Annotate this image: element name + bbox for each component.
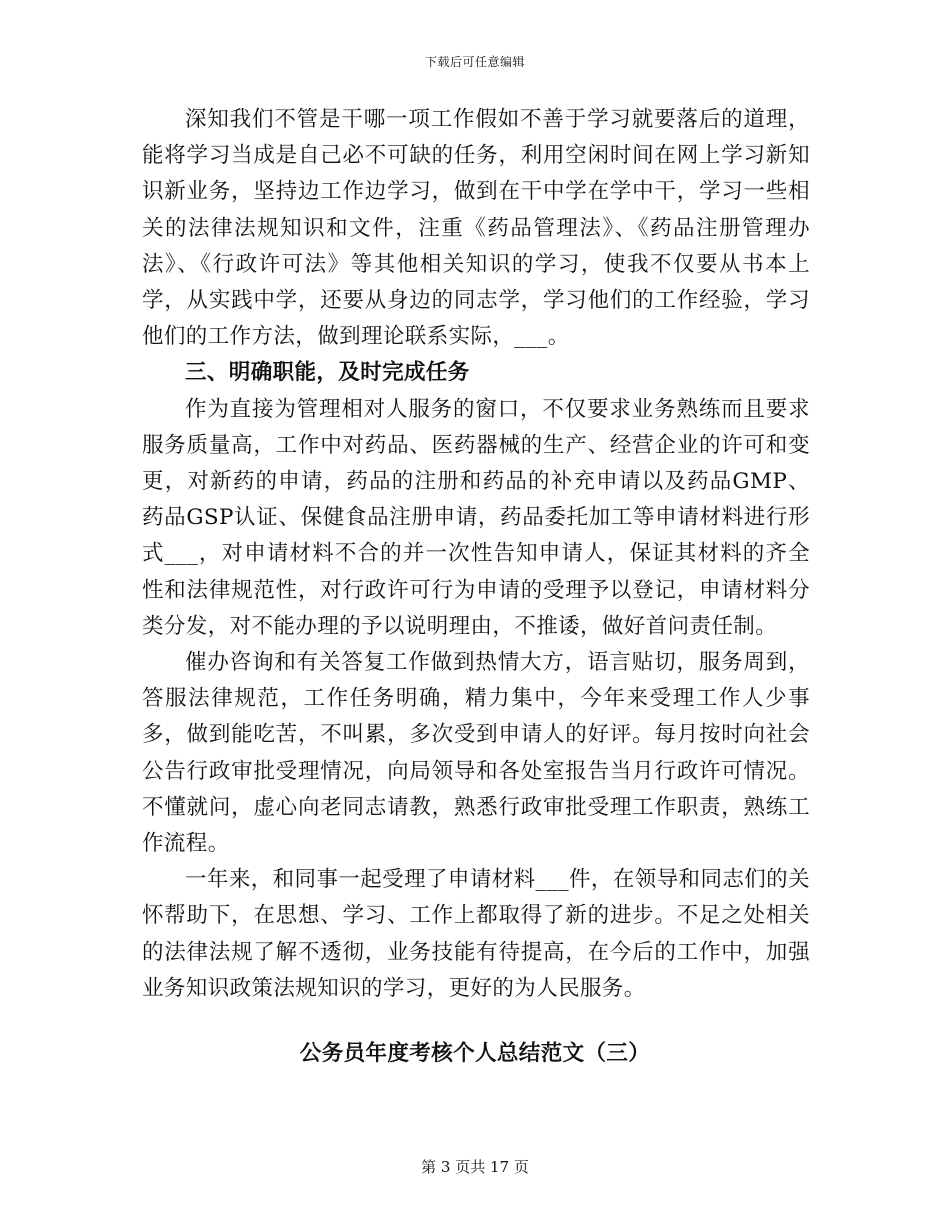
page-header: 下载后可任意编辑 [424,55,525,69]
paragraph-consultation: 催办咨询和有关答复工作做到热情大方，语言贴切，服务周到，答服法律规范，工作任务明确，精力集中，今年来受理工作人少事多，做到能吃苦，不叫累，多次受到申请人的好评。每月按时向社会公告行政审批受理情况，向局领导和各处室报告当月行政许可情况。不懂就问，虚心向老同志请教，熟悉行政审批受理工作职责，熟练工作流程。 [142,650,810,857]
paragraph-learning: 深知我们不管是干哪一项工作假如不善于学习就要落后的道理，能将学习当成是自己必不可缺的任务，利用空闲时间在网上学习新知识新业务，坚持边工作边学习，做到在干中学在学中干，学习一些相关的法律法规知识和文件，注重《药品管理法》、《药品注册管理办法》、《行政许可法》等其他相关知识的学习，使我不仅要从书本上学，从实践中学，还要从身边的同志学，学习他们的工作经验，学习他们的工作方法，做到理论联系实际，___。 [142,107,810,350]
document-body [142,102,810,1007]
document-section-title: 公务员年度考核个人总结范文（三） [299,1041,651,1066]
paragraph-window-service: 作为直接为管理相对人服务的窗口，不仅要求业务熟练而且要求服务质量高，工作中对药品、医药器械的生产、经营企业的许可和变更，对新药的申请，药品的注册和药品的补充申请以及药品GMP、药品GSP认证、保健食品注册申请，药品委托加工等申请材料进行形式___，对申请材料不合的并一次性告知申请人，保证其材料的齐全性和法律规范性，对行政许可行为申请的受理予以登记，申请材料分类分发，对不能办理的予以说明理由，不推诿，做好首问责任制。 [142,396,810,639]
page-number: 第 3 页共 17 页 [421,1158,529,1176]
paragraph-year-summary: 一年来，和同事一起受理了申请材料___件，在领导和同志们的关怀帮助下，在思想、学习、工作上都取得了新的进步。不足之处相关的法律法规了解不透彻，业务技能有待提高，在今后的工作中，加强业务知识政策法规知识的学习，更好的为人民服务。 [142,867,810,1001]
section-heading-3: 三、明确职能，及时完成任务 [185,360,470,386]
